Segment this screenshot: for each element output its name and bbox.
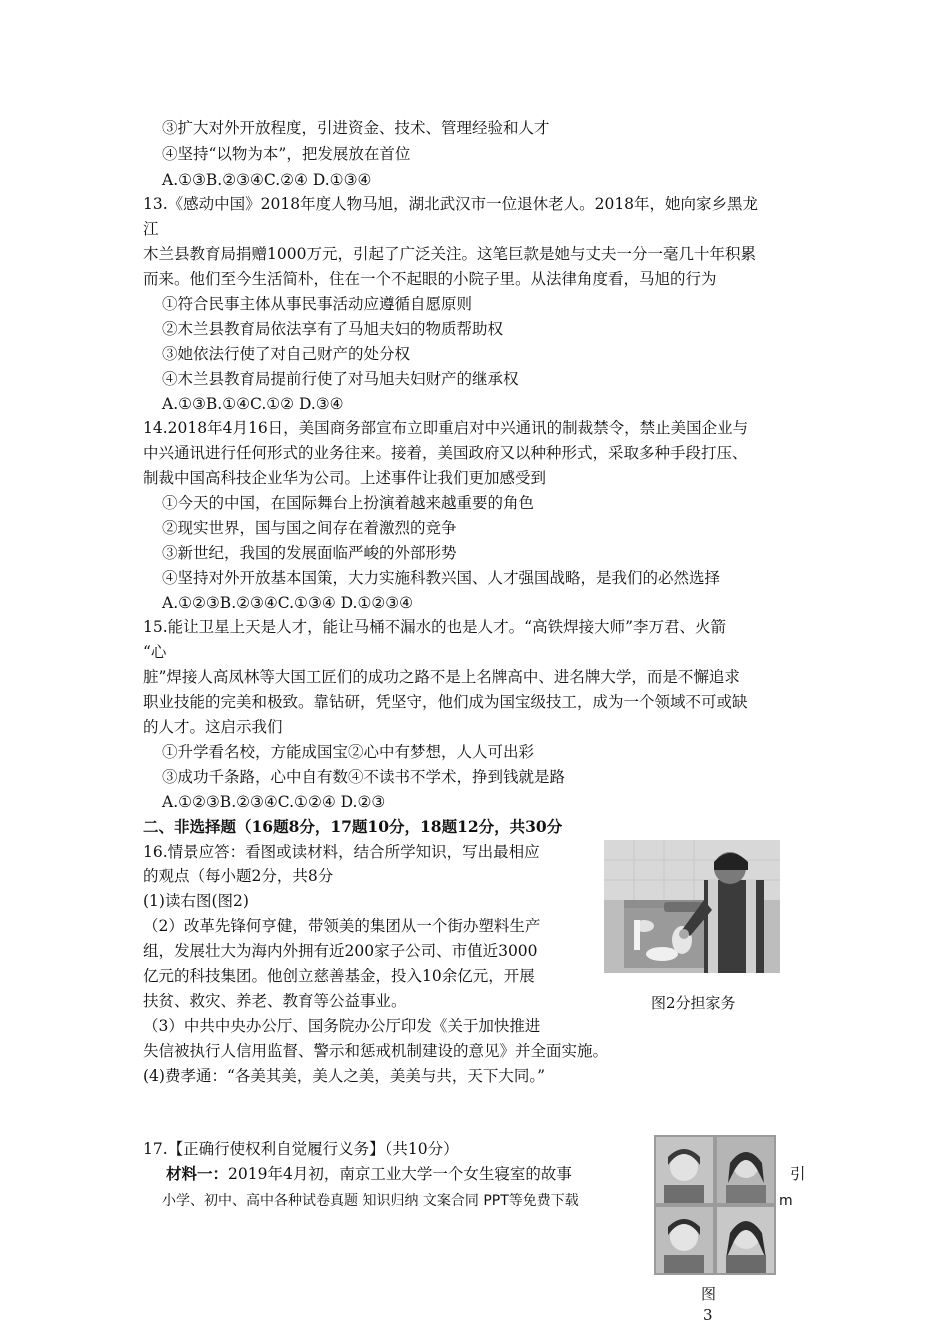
q14-option-1: ①今天的中国，在国际舞台上扮演着越来越重要的角色 <box>162 494 535 512</box>
q16-line-7: 扶贫、救灾、养老、教育等公益事业。 <box>143 992 407 1010</box>
figure-3-caption-number: 3 <box>703 1306 713 1324</box>
q16-line-10: (4)费孝通：“各美其美，美人之美，美美与共，天下大同。” <box>143 1067 546 1085</box>
q12-option-3: ③扩大对外开放程度，引进资金、技术、管理经验和人才 <box>162 119 550 137</box>
q13-option-2: ②木兰县教育局依法享有了马旭夫妇的物质帮助权 <box>162 320 504 338</box>
q16-line-6: 亿元的科技集团。他创立慈善基金，投入10余亿元，开展 <box>143 967 535 985</box>
q16-line-3: (1)读右图(图2) <box>143 892 249 910</box>
q17-title: 17.【正确行使权利自觉履行义务】（共10分） <box>143 1140 459 1158</box>
q15-stem-line-4: 职业技能的完美和极致。靠钻研，凭坚守，他们成为国宝级技工，成为一个领域不可或缺 <box>143 693 748 711</box>
q13-stem-line-2: 江 <box>143 220 159 238</box>
figure-3-dorm-photos <box>654 1135 776 1275</box>
section-2-title: 二、非选择题（16题8分，17题10分，18题12分，共30分 <box>143 817 563 836</box>
q16-line-4: （2）改革先锋何亨健，带领美的集团从一个街办塑料生产 <box>143 917 541 935</box>
figure-2-housework-photo <box>604 840 780 973</box>
download-watermark-text: 小学、初中、高中各种试卷真题 知识归纳 文案合同 PPT等免费下载 <box>162 1193 579 1209</box>
q16-line-8: （3）中共中央办公厅、国务院办公厅印发《关于加快推进 <box>143 1017 541 1035</box>
q14-stem-line-3: 制裁中国高科技企业华为公司。上述事件让我们更加感受到 <box>143 469 547 487</box>
q14-option-4: ④坚持对外开放基本国策，大力实施科教兴国、人才强国战略，是我们的必然选择 <box>162 569 721 587</box>
q13-stem-line-3: 木兰县教育局捐赠1000万元，引起了广泛关注。这笔巨款是她与丈夫一分一毫几十年积累 <box>143 245 756 263</box>
q13-stem-line-1: 13.《感动中国》2018年度人物马旭，湖北武汉市一位退休老人。2018年，她向家乡黑龙 <box>143 195 759 213</box>
q17-material-label: 材料一： <box>166 1164 229 1183</box>
q15-stem-line-1: 15.能让卫星上天是人才，能让马桶不漏水的也是人才。“高铁焊接大师”李万君、火箭 <box>143 618 727 636</box>
figure-3-caption-char: 图 <box>701 1285 717 1303</box>
q17-trailing-char: 引 <box>790 1165 806 1183</box>
q17-material-text: 2019年4月初，南京工业大学一个女生寝室的故事 <box>228 1165 572 1183</box>
watermark-tail: m <box>779 1193 793 1209</box>
q13-option-1: ①符合民事主体从事民事活动应遵循自愿原则 <box>162 295 473 313</box>
q15-stem-line-3: 脏”焊接人高凤林等大国工匠们的成功之路不是上名牌高中、进名牌大学，而是不懈追求 <box>143 668 740 686</box>
q12-option-4: ④坚持“以物为本”，把发展放在首位 <box>162 145 411 163</box>
q12-answer-choices: A.①③B.②③④C.②④ D.①③④ <box>162 171 372 189</box>
q16-line-5: 组，发展壮大为海内外拥有近200家子公司、市值近3000 <box>143 942 538 960</box>
q16-line-9: 失信被执行人信用监督、警示和惩戒机制建设的意见》并全面实施。 <box>143 1042 609 1060</box>
q16-line-1: 16.情景应答：看图或读材料，结合所学知识，写出最相应 <box>143 843 540 861</box>
q15-option-1: ①升学看名校，方能成国宝②心中有梦想，人人可出彩 <box>162 743 535 761</box>
q13-option-3: ③她依法行使了对自己财产的处分权 <box>162 345 411 363</box>
q15-stem-line-2: “心 <box>143 643 167 661</box>
q14-option-3: ③新世纪，我国的发展面临严峻的外部形势 <box>162 544 457 562</box>
q17-material-1 <box>166 1164 572 1184</box>
q15-stem-line-5: 的人才。这启示我们 <box>143 718 283 736</box>
q15-answer-choices: A.①②③B.②③④C.①②④ D.②③ <box>162 793 386 811</box>
q13-stem-line-4: 而来。他们至今生活简朴，住在一个不起眼的小院子里。从法律角度看，马旭的行为 <box>143 270 717 288</box>
q14-stem-line-2: 中兴通讯进行任何形式的业务往来。接着，美国政府又以种种形式，采取多种手段打压、 <box>143 444 748 462</box>
q14-option-2: ②现实世界，国与国之间存在着激烈的竞争 <box>162 519 457 537</box>
q16-line-2: 的观点（每小题2分，共8分 <box>143 867 334 885</box>
q15-option-2: ③成功千条路，心中自有数④不读书不学术，挣到钱就是路 <box>162 768 566 786</box>
q14-answer-choices: A.①②③B.②③④C.①③④ D.①②③④ <box>162 594 414 612</box>
q13-option-4: ④木兰县教育局提前行使了对马旭夫妇财产的继承权 <box>162 370 519 388</box>
figure-2-caption: 图2分担家务 <box>651 994 736 1012</box>
q14-stem-line-1: 14.2018年4月16日，美国商务部宣布立即重启对中兴通讯的制裁禁令，禁止美国企业与 <box>143 419 749 437</box>
q13-answer-choices: A.①③B.①④C.①② D.③④ <box>162 395 344 413</box>
